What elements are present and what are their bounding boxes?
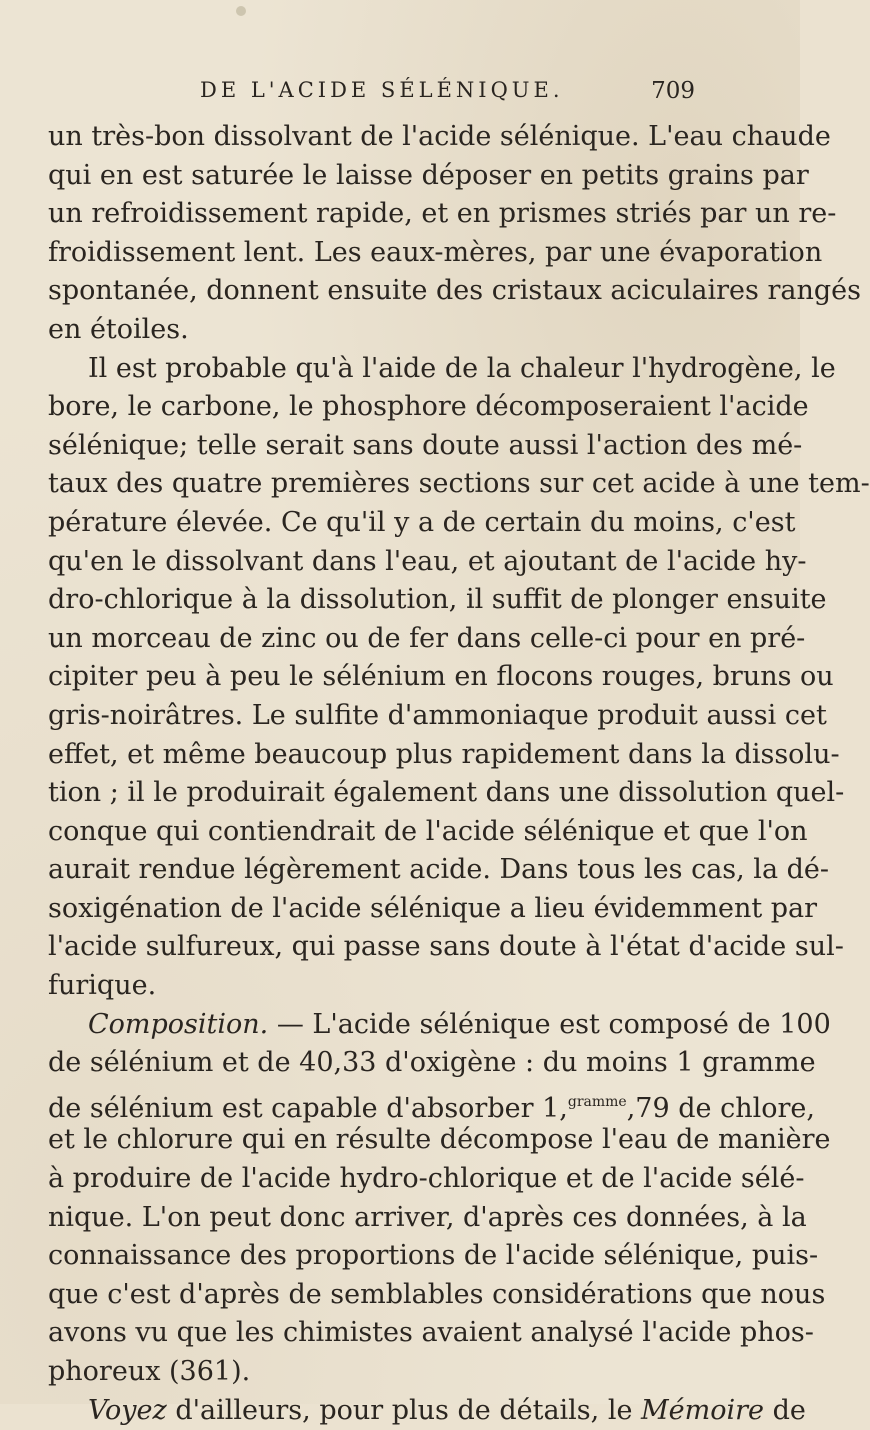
text-line bbox=[48, 1006, 831, 1045]
body-text bbox=[48, 118, 870, 1430]
text-line: sélénique; telle serait sans doute aussi l'action des mé- bbox=[48, 429, 803, 461]
running-title: DE L'ACIDE SÉLÉNIQUE. bbox=[200, 78, 564, 102]
text-line: connaissance des proportions de l'acide sélénique, puis- bbox=[48, 1240, 819, 1272]
section-heading: Composition. bbox=[88, 1008, 269, 1040]
text-line: effet, et même beaucoup plus rapidement dans la dissolu- bbox=[48, 738, 840, 770]
text-line: conque qui contiendrait de l'acide sélénique et que l'on bbox=[48, 815, 808, 847]
section-text: — L'acide sélénique est composé de 100 bbox=[268, 1008, 831, 1040]
text-line: bore, le carbone, le phosphore décomposeraient l'acide bbox=[48, 391, 809, 423]
text-line: de sélénium est capable d'absorber 1,$^{gramme}$,79 de chlore, bbox=[48, 1092, 815, 1124]
text-line: pérature élevée. Ce qu'il y a de certain du moins, c'est bbox=[48, 506, 796, 538]
text-line: furique. bbox=[48, 970, 157, 1002]
text-line: qui en est saturée le laisse déposer en petits grains par bbox=[48, 159, 809, 191]
text-line: en étoiles. bbox=[48, 313, 189, 345]
text-line: gris-noirâtres. Le sulfite d'ammoniaque produit aussi cet bbox=[48, 699, 827, 731]
text-line: aurait rendue légèrement acide. Dans tous les cas, la dé- bbox=[48, 854, 830, 886]
text-line: Voyez d'ailleurs, pour plus de détails, le Mémoire de bbox=[88, 1394, 806, 1426]
text-line: un très-bon dissolvant de l'acide sélénique. L'eau chaude bbox=[48, 121, 831, 152]
text-line: un refroidissement rapide, et en prismes striés par un re- bbox=[48, 198, 837, 230]
text-line: phoreux (361). bbox=[48, 1356, 251, 1387]
text-line: un morceau de zinc ou de fer dans celle-ci pour en pré- bbox=[48, 622, 806, 654]
text-line: soxigénation de l'acide sélénique a lieu évidemment par bbox=[48, 892, 818, 924]
text-line: à produire de l'acide hydro-chlorique et de l'acide sélé- bbox=[48, 1163, 805, 1195]
text-line: de sélénium et de 40,33 d'oxigène : du moins 1 gramme bbox=[48, 1047, 816, 1079]
text-line: Il est probable qu'à l'aide de la chaleur l'hydrogène, le bbox=[88, 352, 836, 384]
text-line: cipiter peu à peu le sélénium en flocons rouges, bruns ou bbox=[48, 661, 834, 693]
text-line: avons vu que les chimistes avaient analysé l'acide phos- bbox=[48, 1317, 814, 1349]
italic-memoire: Mémoire bbox=[641, 1394, 765, 1426]
text-line: qu'en le dissolvant dans l'eau, et ajoutant de l'acide hy- bbox=[48, 545, 807, 577]
italic-voyez: Voyez bbox=[88, 1394, 167, 1426]
text-line: tion ; il le produirait également dans une dissolution quel- bbox=[48, 777, 845, 809]
text-line: froidissement lent. Les eaux-mères, par une évaporation bbox=[48, 236, 823, 268]
unit-superscript: gramme bbox=[567, 1093, 627, 1110]
text-line: et le chlorure qui en résulte décompose l'eau de manière bbox=[48, 1124, 831, 1156]
page-header bbox=[200, 78, 695, 114]
paper-mark bbox=[236, 6, 246, 16]
text-line: que c'est d'après de semblables considérations que nous bbox=[48, 1278, 826, 1310]
page-number: 709 bbox=[651, 78, 695, 104]
text-line: taux des quatre premières sections sur cet acide à une tem- bbox=[48, 468, 870, 500]
text-line: nique. L'on peut donc arriver, d'après ces données, à la bbox=[48, 1201, 807, 1233]
text-line: dro-chlorique à la dissolution, il suffit de plonger ensuite bbox=[48, 584, 827, 616]
text-line: l'acide sulfureux, qui passe sans doute à l'état d'acide sul- bbox=[48, 931, 844, 963]
text-line: spontanée, donnent ensuite des cristaux aciculaires rangés bbox=[48, 275, 861, 307]
